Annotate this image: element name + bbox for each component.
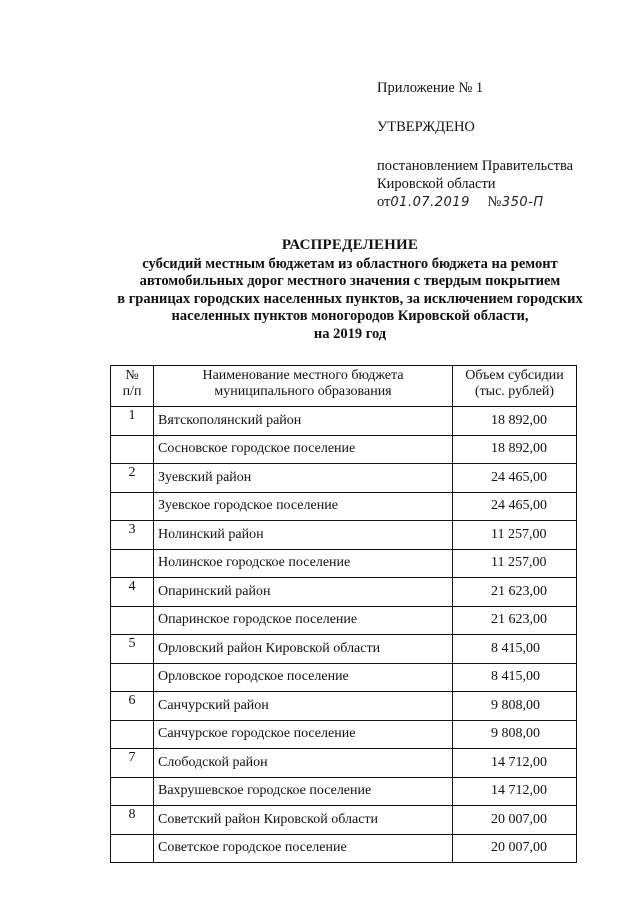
title-line3: в границах городских населенных пунктов, за исключением городских (117, 290, 583, 307)
resolution-date: 01.07.2019 (390, 195, 470, 210)
row-sum: 9 808,00 (453, 692, 577, 721)
row-sum: 9 808,00 (453, 720, 577, 749)
annex-label: Приложение № 1 (377, 80, 484, 96)
table-row (111, 806, 577, 835)
row-num (111, 435, 154, 464)
row-name: Советский район Кировской области (154, 806, 453, 835)
row-num: 2 (111, 464, 154, 493)
header-num-line2: п/п (122, 384, 142, 399)
table-row (111, 692, 577, 721)
row-name: Орловское городское поселение (154, 663, 453, 692)
header-sum-line1: Объем субсидии (465, 368, 564, 383)
row-name: Советское городское поселение (154, 834, 453, 863)
distribution-table (110, 365, 577, 863)
row-num (111, 606, 154, 635)
header-sum (453, 366, 577, 407)
row-num: 1 (111, 407, 154, 436)
title-line2: автомобильных дорог местного значения с твердым покрытием (139, 273, 561, 290)
table-row (111, 663, 577, 692)
row-sum: 21 623,00 (453, 606, 577, 635)
number-label: № (487, 194, 502, 210)
title-line1: субсидий местным бюджетам из областного бюджета на ремонт (142, 255, 558, 272)
row-name: Сосновское городское поселение (154, 435, 453, 464)
row-name: Опаринский район (154, 578, 453, 607)
row-name: Зуевский район (154, 464, 453, 493)
row-sum: 8 415,00 (453, 635, 577, 664)
row-name: Опаринское городское поселение (154, 606, 453, 635)
table-row (111, 777, 577, 806)
resolution-number: 350-П (501, 195, 544, 210)
row-name: Нолинское городское поселение (154, 549, 453, 578)
document-title (100, 237, 600, 344)
row-num: 4 (111, 578, 154, 607)
row-name: Зуевское городское поселение (154, 492, 453, 521)
resolution-line (377, 193, 627, 212)
header-num-line1: № (125, 368, 139, 383)
row-sum: 18 892,00 (453, 435, 577, 464)
table-row (111, 834, 577, 863)
row-num: 5 (111, 635, 154, 664)
header-num (111, 366, 154, 407)
row-num: 6 (111, 692, 154, 721)
row-name: Вахрушевское городское поселение (154, 777, 453, 806)
row-num: 7 (111, 749, 154, 778)
header-sum-line2: (тыс. рублей) (474, 384, 555, 399)
row-name: Нолинский район (154, 521, 453, 550)
table-row (111, 578, 577, 607)
header-name-line1: Наименование местного бюджета (202, 368, 404, 383)
row-name: Санчурское городское поселение (154, 720, 453, 749)
row-sum: 24 465,00 (453, 492, 577, 521)
table-header-row (111, 366, 577, 407)
row-num (111, 663, 154, 692)
table-row (111, 521, 577, 550)
approval-block (377, 79, 627, 212)
table-row (111, 749, 577, 778)
row-sum: 21 623,00 (453, 578, 577, 607)
row-sum: 11 257,00 (453, 549, 577, 578)
row-sum: 18 892,00 (453, 407, 577, 436)
header-name-line2: муниципального образования (214, 384, 392, 399)
title-head: РАСПРЕДЕЛЕНИЕ (281, 237, 419, 253)
row-num: 8 (111, 806, 154, 835)
approved-by-line1: постановлением Правительства (377, 158, 574, 174)
row-num (111, 834, 154, 863)
table-row (111, 492, 577, 521)
table-row (111, 720, 577, 749)
approved-by-line2: Кировской области (377, 176, 496, 192)
row-num: 3 (111, 521, 154, 550)
table-row (111, 464, 577, 493)
row-num (111, 777, 154, 806)
title-line5: на 2019 год (313, 325, 387, 342)
row-sum: 14 712,00 (453, 749, 577, 778)
table-row (111, 549, 577, 578)
row-sum: 11 257,00 (453, 521, 577, 550)
row-num (111, 549, 154, 578)
table-row (111, 435, 577, 464)
approved-label: УТВЕРЖДЕНО (377, 119, 475, 135)
row-name: Вятскополянский район (154, 407, 453, 436)
row-sum: 24 465,00 (453, 464, 577, 493)
row-sum: 20 007,00 (453, 806, 577, 835)
row-name: Слободской район (154, 749, 453, 778)
row-num (111, 720, 154, 749)
row-num (111, 492, 154, 521)
row-sum: 14 712,00 (453, 777, 577, 806)
header-name (154, 366, 453, 407)
table-row (111, 407, 577, 436)
table-row (111, 606, 577, 635)
row-sum: 20 007,00 (453, 834, 577, 863)
row-name: Санчурский район (154, 692, 453, 721)
from-label: от (377, 194, 391, 210)
table-row (111, 635, 577, 664)
row-name: Орловский район Кировской области (154, 635, 453, 664)
row-sum: 8 415,00 (453, 663, 577, 692)
title-line4: населенных пунктов моногородов Кировской области, (171, 308, 529, 325)
